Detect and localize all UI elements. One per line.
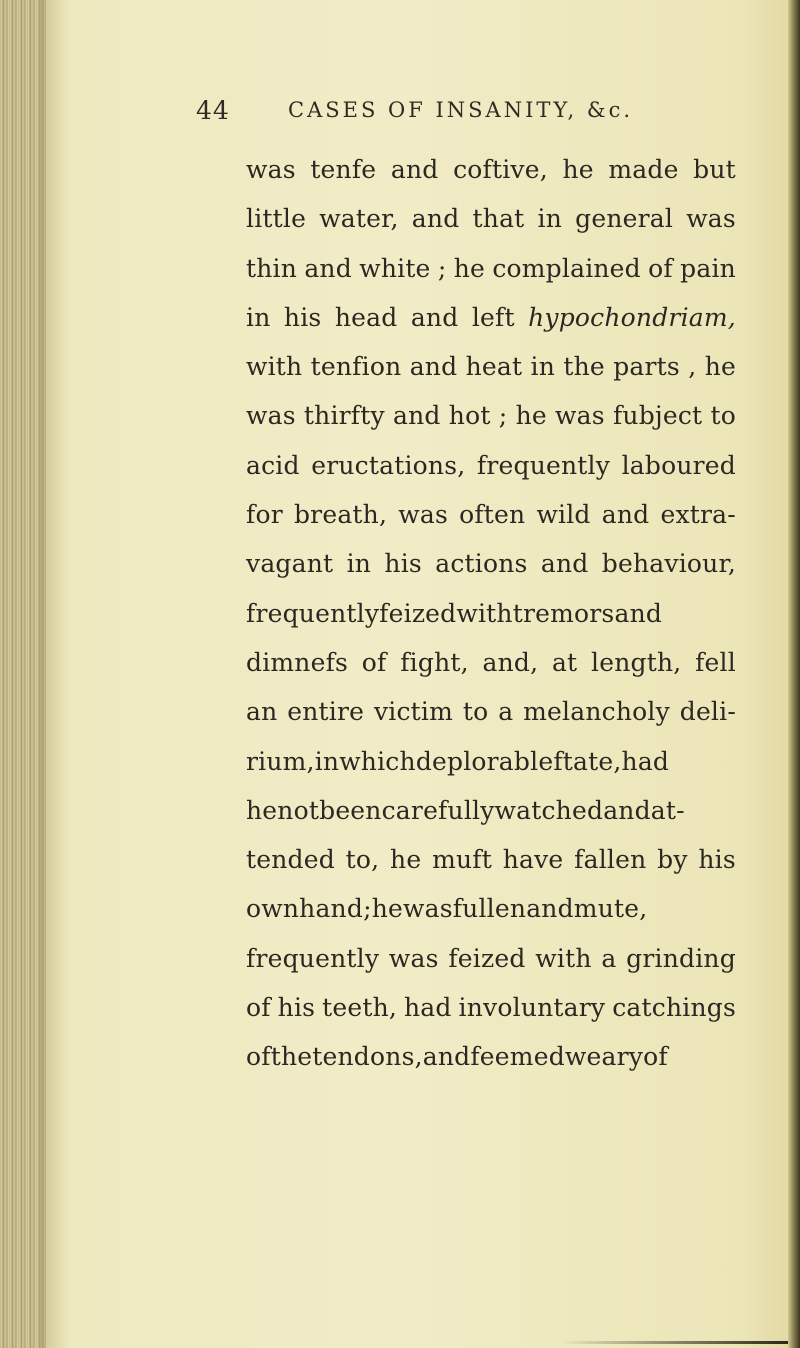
word: tenfion [310, 352, 402, 382]
word: been [319, 795, 382, 825]
word: victim [373, 697, 454, 727]
word: he [704, 352, 736, 382]
word: eructations, [311, 450, 466, 480]
word: acid [246, 450, 300, 480]
word: ; [498, 401, 508, 431]
word: catchings [612, 993, 736, 1023]
word: little [246, 204, 307, 234]
word: feemed [470, 1042, 565, 1072]
text-line [246, 396, 736, 445]
word: was [398, 500, 448, 530]
word: frequently [476, 450, 611, 480]
word: was [246, 155, 296, 184]
word: melancholy [523, 697, 670, 727]
word: he [453, 253, 486, 283]
word: tended [246, 845, 335, 875]
word: that [472, 204, 525, 234]
word: he [562, 155, 594, 184]
word: thin [246, 253, 298, 283]
word: mute, [573, 894, 648, 924]
word: in [537, 204, 563, 234]
word: and [422, 1042, 471, 1072]
word: head [334, 302, 398, 332]
word: extra- [660, 500, 736, 530]
word: fubject [612, 401, 703, 431]
word: have [502, 845, 564, 875]
word: ; [363, 894, 372, 924]
word: to, [345, 845, 380, 875]
word: carefully [381, 795, 495, 825]
text-line [246, 692, 736, 741]
word: he [246, 795, 278, 825]
word: grinding [626, 943, 736, 973]
word: at [551, 647, 578, 677]
text-line [246, 249, 736, 298]
word: heat [465, 352, 523, 382]
word: actions [435, 549, 528, 579]
text-line [246, 495, 736, 544]
word: parts [613, 352, 680, 382]
word: frequently [246, 598, 380, 628]
word: and [603, 795, 651, 825]
word: he [371, 894, 403, 924]
word: an [246, 697, 278, 727]
word: had [404, 993, 452, 1023]
running-header [0, 96, 800, 136]
word: and, [482, 647, 539, 677]
word: feized [448, 943, 526, 973]
text-line [246, 298, 736, 347]
word: his [277, 993, 316, 1023]
text-line [246, 939, 736, 988]
text-line [246, 199, 736, 248]
word: was [388, 943, 439, 973]
word: rium, [246, 746, 315, 776]
text-line [246, 791, 736, 840]
text-line [246, 840, 736, 889]
word: of [246, 1042, 271, 1072]
word: hand [299, 894, 364, 924]
word: watched [494, 795, 604, 825]
word: coftive, [453, 155, 548, 184]
text-line [246, 150, 736, 199]
word: and [409, 352, 458, 382]
page-number: 44 [196, 96, 230, 125]
word: fight, [400, 647, 469, 677]
word: and [304, 253, 352, 283]
word: often [459, 500, 526, 530]
word: pain [680, 253, 736, 283]
word: and [614, 598, 663, 628]
word: the [270, 1042, 313, 1072]
text-line [246, 446, 736, 495]
word: fell [695, 647, 736, 677]
word: with [246, 352, 303, 382]
word: own [246, 894, 300, 924]
word: vagant [246, 549, 334, 579]
word: of [361, 647, 387, 677]
word: of [648, 253, 673, 283]
word: wild [536, 500, 591, 530]
word: deplorable [415, 746, 554, 776]
text-line [246, 889, 736, 938]
word: tendons, [312, 1042, 423, 1072]
word: fullen [452, 894, 527, 924]
word: was [555, 401, 605, 431]
word: hot [448, 401, 491, 431]
word: to [710, 401, 736, 431]
word: he [390, 845, 422, 875]
word: water, [319, 204, 399, 234]
word: made [608, 155, 679, 184]
word: white [359, 253, 431, 283]
word: he [515, 401, 547, 431]
word: deli- [679, 697, 736, 727]
word: his [698, 845, 736, 875]
text-line [246, 347, 736, 396]
word: not [277, 795, 320, 825]
word: in [314, 746, 340, 776]
running-title: CASES OF INSANITY, &c. [288, 98, 634, 122]
word: dimnefs [246, 647, 349, 677]
word: had [621, 746, 670, 776]
word: feized [379, 598, 457, 628]
word: and [410, 302, 459, 332]
word: ; [437, 253, 447, 283]
word: his [283, 302, 322, 332]
word: and [390, 155, 439, 184]
word: and [526, 894, 574, 924]
word: a [498, 697, 514, 727]
word: for [246, 500, 283, 530]
word: and [540, 549, 589, 579]
word: at- [650, 795, 685, 825]
word: to [462, 697, 489, 727]
word: by [657, 845, 688, 875]
page-right-edge [788, 0, 800, 1348]
word: entire [287, 697, 365, 727]
word: a [601, 943, 617, 973]
word: his [384, 549, 422, 579]
text-line [246, 1037, 736, 1086]
word: frequently [246, 943, 380, 973]
word: was [403, 894, 453, 924]
gutter-shadow [40, 0, 70, 1348]
word: complained [492, 253, 641, 283]
body-text [246, 150, 736, 1087]
word: thirfty [303, 401, 385, 431]
word: of [246, 993, 271, 1023]
text-line [246, 544, 736, 593]
word: involuntary [458, 993, 606, 1023]
word: and [601, 500, 650, 530]
text-line [246, 742, 736, 791]
word: of [643, 1042, 668, 1072]
word: with [456, 598, 513, 628]
word: length, [591, 647, 682, 677]
word: but [693, 155, 736, 184]
word: in [530, 352, 556, 382]
word: with [535, 943, 592, 973]
word: in [346, 549, 372, 579]
word: left [471, 302, 515, 332]
word: tremors [512, 598, 615, 628]
word: general [575, 204, 674, 234]
word: and [393, 401, 441, 431]
word: was [246, 401, 296, 431]
word: muft [432, 845, 492, 875]
word: laboured [621, 450, 736, 480]
word: teeth, [322, 993, 398, 1023]
word: behaviour, [601, 549, 736, 579]
word: tenfe [310, 155, 377, 184]
word: and [411, 204, 460, 234]
word: ftate, [553, 746, 622, 776]
page-bottom-edge-line [560, 1341, 788, 1344]
text-line [246, 594, 736, 643]
word: breath, [293, 500, 388, 530]
word: in [246, 302, 271, 332]
text-line [246, 988, 736, 1037]
word: which [339, 746, 416, 776]
word: the [563, 352, 605, 382]
text-line [246, 643, 736, 692]
word: hypochondriam, [528, 302, 736, 332]
word: fallen [574, 845, 647, 875]
word: , [688, 352, 697, 382]
word: weary [564, 1042, 644, 1072]
word: was [686, 204, 736, 234]
